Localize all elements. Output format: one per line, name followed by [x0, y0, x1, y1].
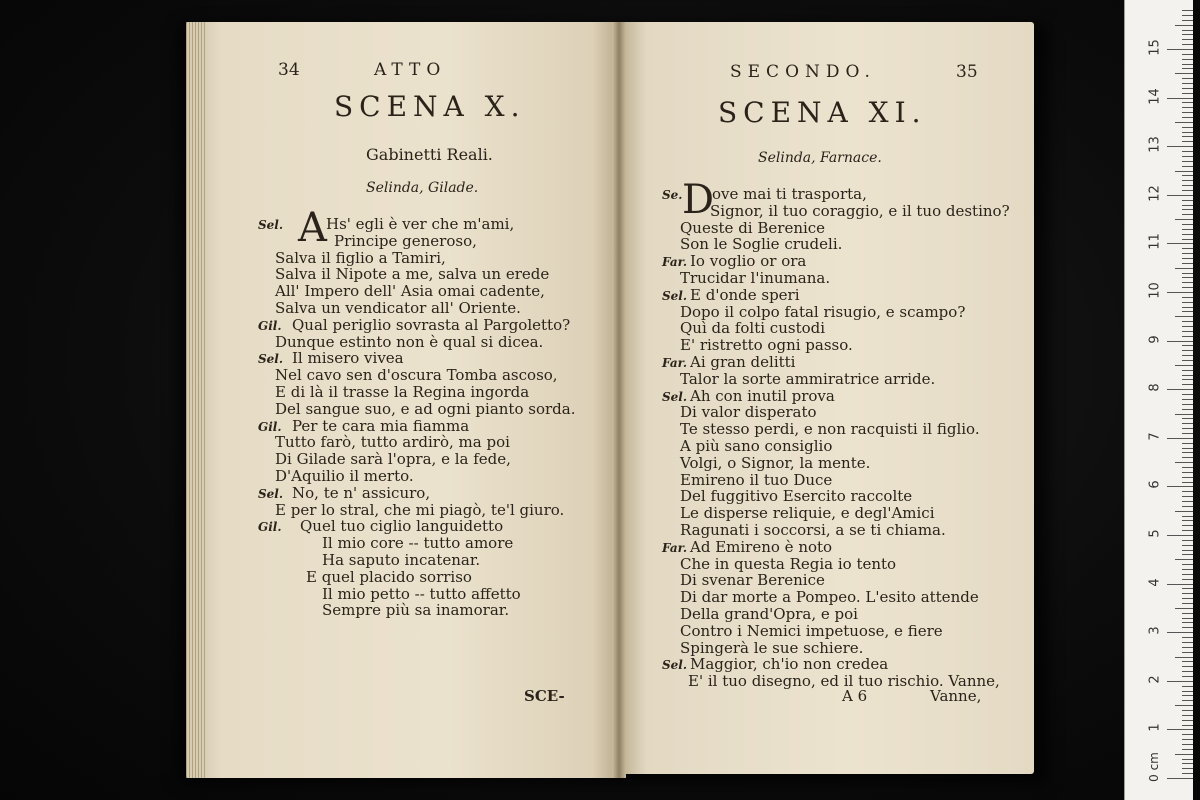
- ruler-tick: [1182, 117, 1193, 118]
- ruler-tick: [1182, 710, 1193, 711]
- ruler-tick: [1175, 462, 1193, 463]
- ruler-tick: [1182, 263, 1193, 264]
- ruler-tick: [1175, 171, 1193, 172]
- ruler-tick: [1167, 146, 1193, 147]
- right-catchword: Vanne,: [930, 687, 982, 705]
- ruler-tick: [1182, 370, 1193, 371]
- ruler-tick: [1182, 224, 1193, 225]
- verse-line: Del sangue suo, e ad ogni pianto sorda.: [275, 399, 576, 418]
- ruler-tick: [1167, 438, 1193, 439]
- ruler-tick: [1182, 642, 1193, 643]
- ruler-tick: [1182, 190, 1193, 191]
- speaker-label: Sel.: [258, 352, 284, 367]
- verse-line: Talor la sorte ammiratrice arride.: [680, 369, 936, 388]
- ruler-tick: [1182, 394, 1193, 395]
- ruler-tick: [1182, 214, 1193, 215]
- ruler-tick: [1182, 545, 1193, 546]
- ruler-tick: [1167, 535, 1193, 536]
- ruler-tick: [1182, 715, 1193, 716]
- verse-line: Volgi, o Signor, la mente.: [680, 453, 871, 472]
- ruler-tick: [1182, 739, 1193, 740]
- verse-line: Son le Soglie crudeli.: [680, 235, 843, 254]
- ruler-tick: [1182, 647, 1193, 648]
- speaker-label: Gil.: [258, 419, 282, 434]
- ruler-tick: [1175, 25, 1193, 26]
- ruler-tick: [1182, 229, 1193, 230]
- ruler-tick: [1182, 360, 1193, 361]
- ruler-tick: [1182, 68, 1193, 69]
- speaker-label: Sel.: [258, 218, 284, 232]
- ruler-tick: [1182, 452, 1193, 453]
- ruler-tick: [1182, 564, 1193, 565]
- ruler-tick: [1167, 49, 1193, 50]
- verse-line: Ha saputo incatenar.: [322, 551, 481, 569]
- verse-line: Nel cavo sen d'oscura Tomba ascoso,: [275, 366, 558, 385]
- ruler-number: 12: [1147, 185, 1163, 202]
- ruler-tick: [1182, 574, 1193, 575]
- ruler-tick: [1182, 506, 1193, 507]
- ruler-tick: [1182, 39, 1193, 40]
- ruler-tick: [1182, 384, 1193, 385]
- verse-line: ove mai ti trasporta,: [712, 185, 867, 203]
- ruler-tick: [1182, 258, 1193, 259]
- ruler-tick: [1182, 205, 1193, 206]
- ruler-tick: [1182, 93, 1193, 94]
- ruler-tick: [1182, 141, 1193, 142]
- ruler-tick: [1182, 379, 1193, 380]
- ruler-tick: [1182, 102, 1193, 103]
- verse-line: Il mio core -- tutto amore: [322, 534, 514, 553]
- ruler-tick: [1182, 30, 1193, 31]
- ruler-tick: [1167, 98, 1193, 99]
- ruler-tick: [1182, 180, 1193, 181]
- ruler-tick: [1167, 778, 1193, 779]
- verse-line: Che in questa Regia io tento: [680, 554, 897, 573]
- verse-line: Le disperse reliquie, e degl'Amici: [680, 504, 935, 523]
- ruler-tick: [1182, 234, 1193, 235]
- left-page-number: 34: [278, 60, 300, 80]
- ruler-tick: [1182, 773, 1193, 774]
- ruler-tick: [1182, 448, 1193, 449]
- ruler-tick: [1167, 486, 1193, 487]
- ruler-tick: [1182, 671, 1193, 672]
- speaker-label: Sel.: [258, 486, 284, 501]
- ruler-number: 2: [1147, 675, 1163, 684]
- ruler-tick: [1182, 613, 1193, 614]
- left-page-edges: [186, 22, 206, 778]
- verse-line: Della grand'Opra, e poi: [680, 605, 858, 623]
- verse-line: Del fuggitivo Esercito raccolte: [680, 487, 913, 506]
- ruler-tick: [1182, 331, 1193, 332]
- ruler-tick: [1182, 661, 1193, 662]
- ruler-number: 13: [1147, 136, 1163, 153]
- verse-line: Il mio petto -- tutto affetto: [322, 584, 521, 603]
- ruler-tick: [1182, 78, 1193, 79]
- ruler-tick: [1182, 477, 1193, 478]
- ruler-number: 4: [1147, 577, 1163, 587]
- ruler-tick: [1182, 350, 1193, 351]
- speaker-label: Far.: [662, 356, 688, 370]
- verse-line: Hs' egli è ver che m'ami,: [326, 215, 515, 233]
- ruler-tick: [1182, 175, 1193, 176]
- ruler-tick: [1182, 107, 1193, 108]
- ruler-tick: [1182, 277, 1193, 278]
- verse-line: Salva il figlio a Tamiri,: [275, 248, 446, 267]
- right-page-number: 35: [956, 62, 978, 82]
- right-drop-cap: D: [682, 177, 715, 223]
- verse-line: A più sano consiglio: [680, 437, 833, 455]
- left-location: Gabinetti Reali.: [366, 145, 493, 164]
- ruler-tick: [1182, 59, 1193, 60]
- ruler-number: 15: [1147, 39, 1163, 56]
- ruler-tick: [1182, 355, 1193, 356]
- speaker-label: Far.: [662, 255, 688, 270]
- ruler-tick: [1182, 700, 1193, 701]
- left-drop-cap: A: [298, 205, 327, 251]
- ruler-tick: [1182, 132, 1193, 133]
- ruler-tick: [1182, 593, 1193, 594]
- ruler-tick: [1182, 749, 1193, 750]
- speaker-label: Sel.: [662, 658, 688, 673]
- ruler-tick: [1182, 112, 1193, 113]
- ruler-tick: [1182, 248, 1193, 249]
- left-characters: Selinda, Gilade.: [366, 180, 479, 196]
- ruler-number: 11: [1147, 233, 1163, 251]
- verse-line: Trucidar l'inumana.: [680, 269, 831, 287]
- verse-line: E di là il trasse la Regina ingorda: [275, 383, 530, 401]
- ruler-tick: [1182, 579, 1193, 580]
- left-scene-title: SCENA X.: [334, 90, 526, 123]
- ruler-tick: [1182, 676, 1193, 677]
- ruler-tick: [1182, 627, 1193, 628]
- ruler-tick: [1175, 414, 1193, 415]
- ruler-tick: [1182, 10, 1193, 11]
- ruler-tick: [1182, 34, 1193, 35]
- ruler-tick: [1175, 268, 1193, 269]
- ruler-tick: [1182, 287, 1193, 288]
- ruler-tick: [1175, 705, 1193, 706]
- ruler-tick: [1182, 136, 1193, 137]
- ruler-tick: [1175, 122, 1193, 123]
- ruler-tick: [1182, 185, 1193, 186]
- ruler-tick: [1182, 404, 1193, 405]
- verse-line: Di Gilade sarà l'opra, e la fede,: [275, 450, 511, 469]
- verse-line: Io voglio or ora: [690, 252, 807, 271]
- ruler-tick: [1182, 530, 1193, 531]
- ruler-tick: [1182, 200, 1193, 201]
- ruler-tick: [1182, 759, 1193, 760]
- verse-line: Salva il Nipote a me, salva un erede: [275, 265, 550, 284]
- ruler-tick: [1182, 501, 1193, 502]
- ruler-tick: [1175, 608, 1193, 609]
- ruler-tick: [1182, 691, 1193, 692]
- right-characters: Selinda, Farnace.: [758, 150, 882, 166]
- verse-line: E' ristretto ogni passo.: [680, 336, 853, 355]
- ruler-tick: [1182, 637, 1193, 638]
- ruler-tick: [1182, 554, 1193, 555]
- ruler-tick: [1182, 321, 1193, 322]
- verse-line: Di svenar Berenice: [680, 571, 825, 590]
- ruler-tick: [1182, 725, 1193, 726]
- ruler-tick: [1182, 652, 1193, 653]
- ruler-tick: [1182, 375, 1193, 376]
- right-scene-title: SCENA XI.: [718, 96, 927, 129]
- ruler-tick: [1167, 681, 1193, 682]
- ruler-tick: [1167, 389, 1193, 390]
- ruler-number: 8: [1147, 383, 1163, 392]
- ruler-tick: [1182, 239, 1193, 240]
- ruler-tick: [1182, 209, 1193, 210]
- ruler-tick: [1175, 365, 1193, 366]
- verse-line: Tutto farò, tutto ardirò, ma poi: [275, 433, 510, 452]
- verse-line: Il misero vivea: [292, 349, 404, 368]
- ruler-tick: [1182, 482, 1193, 483]
- ruler-tick: [1182, 520, 1193, 521]
- ruler-tick: [1182, 83, 1193, 84]
- ruler-tick: [1182, 166, 1193, 167]
- verse-line: Ragunati i soccorsi, a se ti chiama.: [680, 521, 946, 539]
- speaker-label: Sel.: [662, 389, 688, 404]
- ruler-tick: [1182, 15, 1193, 16]
- verse-line: Ai gran delitti: [690, 353, 796, 371]
- verse-line: Quel tuo ciglio languidetto: [300, 517, 504, 536]
- ruler-tick: [1182, 516, 1193, 517]
- measuring-ruler: [1124, 0, 1193, 800]
- verse-line: E per lo stral, che mi piagò, te'l giuro.: [275, 500, 565, 519]
- ruler-tick: [1182, 20, 1193, 21]
- verse-line: E d'onde speri: [690, 285, 800, 304]
- verse-line: All' Impero dell' Asia omai cadente,: [275, 282, 545, 301]
- verse-line: Ah con inutil prova: [690, 386, 835, 405]
- ruler-tick: [1182, 307, 1193, 308]
- ruler-tick: [1182, 44, 1193, 45]
- ruler-tick: [1182, 603, 1193, 604]
- verse-line: Dunque estinto non è qual si dicea.: [275, 332, 544, 351]
- ruler-tick: [1182, 496, 1193, 497]
- verse-line: E' il tuo disegno, ed il tuo rischio. Vanne,: [688, 672, 1000, 691]
- ruler-tick: [1167, 292, 1193, 293]
- ruler-number: 10: [1147, 282, 1163, 299]
- left-running-head: ATTO: [374, 60, 447, 80]
- ruler-tick: [1182, 297, 1193, 298]
- ruler-tick: [1175, 511, 1193, 512]
- ruler-tick: [1182, 622, 1193, 623]
- ruler-tick: [1182, 423, 1193, 424]
- verse-line: Principe generoso,: [334, 231, 477, 250]
- ruler-tick: [1182, 399, 1193, 400]
- ruler-tick: [1182, 443, 1193, 444]
- verse-line: No, te n' assicuro,: [292, 483, 431, 502]
- ruler-tick: [1182, 540, 1193, 541]
- ruler-tick: [1167, 341, 1193, 342]
- ruler-tick: [1182, 302, 1193, 303]
- ruler-tick: [1182, 618, 1193, 619]
- speaker-label: Far.: [662, 540, 688, 555]
- ruler-number: 1: [1147, 723, 1163, 733]
- ruler-tick: [1182, 151, 1193, 152]
- ruler-tick: [1175, 559, 1193, 560]
- speaker-label: Sel.: [662, 288, 688, 303]
- ruler-tick: [1167, 632, 1193, 633]
- ruler-unit-label: 0 cm: [1146, 752, 1161, 782]
- ruler-number: 7: [1147, 432, 1163, 441]
- ruler-tick: [1182, 666, 1193, 667]
- ruler-tick: [1182, 54, 1193, 55]
- ruler-tick: [1182, 64, 1193, 65]
- ruler-tick: [1182, 768, 1193, 769]
- ruler-tick: [1182, 127, 1193, 128]
- verse-line: Salva un vendicator all' Oriente.: [275, 299, 521, 317]
- verse-line: Di dar morte a Pompeo. L'esito attende: [680, 588, 979, 607]
- verse-line: Di valor disperato: [680, 403, 817, 422]
- ruler-tick: [1182, 472, 1193, 473]
- ruler-tick: [1182, 734, 1193, 735]
- ruler-tick: [1182, 467, 1193, 468]
- ruler-tick: [1182, 569, 1193, 570]
- ruler-tick: [1182, 336, 1193, 337]
- ruler-tick: [1175, 316, 1193, 317]
- verse-line: Ad Emireno è noto: [690, 537, 833, 556]
- ruler-tick: [1182, 433, 1193, 434]
- ruler-tick: [1182, 345, 1193, 346]
- ruler-tick: [1175, 219, 1193, 220]
- ruler-tick: [1182, 409, 1193, 410]
- ruler-tick: [1182, 418, 1193, 419]
- left-catchword: SCE-: [524, 687, 565, 705]
- verse-line: Quì da folti custodi: [680, 319, 826, 338]
- ruler-tick: [1182, 428, 1193, 429]
- ruler-tick: [1167, 584, 1193, 585]
- ruler-tick: [1175, 73, 1193, 74]
- ruler-tick: [1182, 744, 1193, 745]
- right-running-head: SECONDO.: [730, 62, 876, 82]
- verse-line: Emireno il tuo Duce: [680, 470, 833, 489]
- verse-line: Signor, il tuo coraggio, e il tuo destino?: [710, 201, 1010, 220]
- verse-line: Contro i Nemici impetuose, e fiere: [680, 621, 943, 640]
- speaker-label: Gil.: [258, 520, 282, 535]
- ruler-number: 3: [1147, 626, 1163, 635]
- ruler-tick: [1182, 273, 1193, 274]
- ruler-tick: [1182, 525, 1193, 526]
- ruler-tick: [1182, 491, 1193, 492]
- ruler-tick: [1182, 88, 1193, 89]
- verse-line: Maggior, ch'io non credea: [690, 655, 889, 674]
- ruler-number: 9: [1147, 334, 1163, 344]
- ruler-tick: [1175, 657, 1193, 658]
- right-signature-mark: A 6: [842, 687, 868, 705]
- ruler-tick: [1182, 282, 1193, 283]
- ruler-tick: [1175, 754, 1193, 755]
- verse-line: E quel placido sorriso: [306, 567, 472, 586]
- ruler-number: 14: [1147, 87, 1163, 105]
- ruler-number: 5: [1147, 529, 1163, 538]
- speaker-label: Se.: [662, 188, 683, 202]
- ruler-tick: [1182, 588, 1193, 589]
- verse-line: Spingerà le sue schiere.: [680, 638, 864, 657]
- verse-line: Per te cara mia fiamma: [292, 416, 470, 435]
- book-gutter: [612, 22, 626, 778]
- verse-line: Te stesso perdi, e non racquisti il figlio.: [680, 420, 980, 439]
- ruler-tick: [1182, 253, 1193, 254]
- ruler-tick: [1182, 550, 1193, 551]
- ruler-tick: [1167, 195, 1193, 196]
- verse-line: Dopo il colpo fatal risugio, e scampo?: [680, 302, 966, 321]
- ruler-number: 6: [1147, 480, 1163, 490]
- ruler-tick: [1182, 156, 1193, 157]
- ruler-tick: [1182, 161, 1193, 162]
- ruler-tick: [1182, 695, 1193, 696]
- ruler-tick: [1182, 763, 1193, 764]
- ruler-tick: [1182, 457, 1193, 458]
- ruler-tick: [1182, 326, 1193, 327]
- verse-line: Sempre più sa inamorar.: [322, 601, 510, 620]
- verse-line: D'Aquilio il merto.: [275, 467, 414, 485]
- verse-line: Queste di Berenice: [680, 218, 826, 237]
- ruler-tick: [1182, 311, 1193, 312]
- ruler-tick: [1167, 243, 1193, 244]
- ruler-tick: [1182, 720, 1193, 721]
- ruler-tick: [1182, 598, 1193, 599]
- verse-line: Qual periglio sovrasta al Pargoletto?: [292, 315, 571, 334]
- ruler-tick: [1182, 686, 1193, 687]
- ruler-tick: [1167, 729, 1193, 730]
- speaker-label: Gil.: [258, 318, 282, 333]
